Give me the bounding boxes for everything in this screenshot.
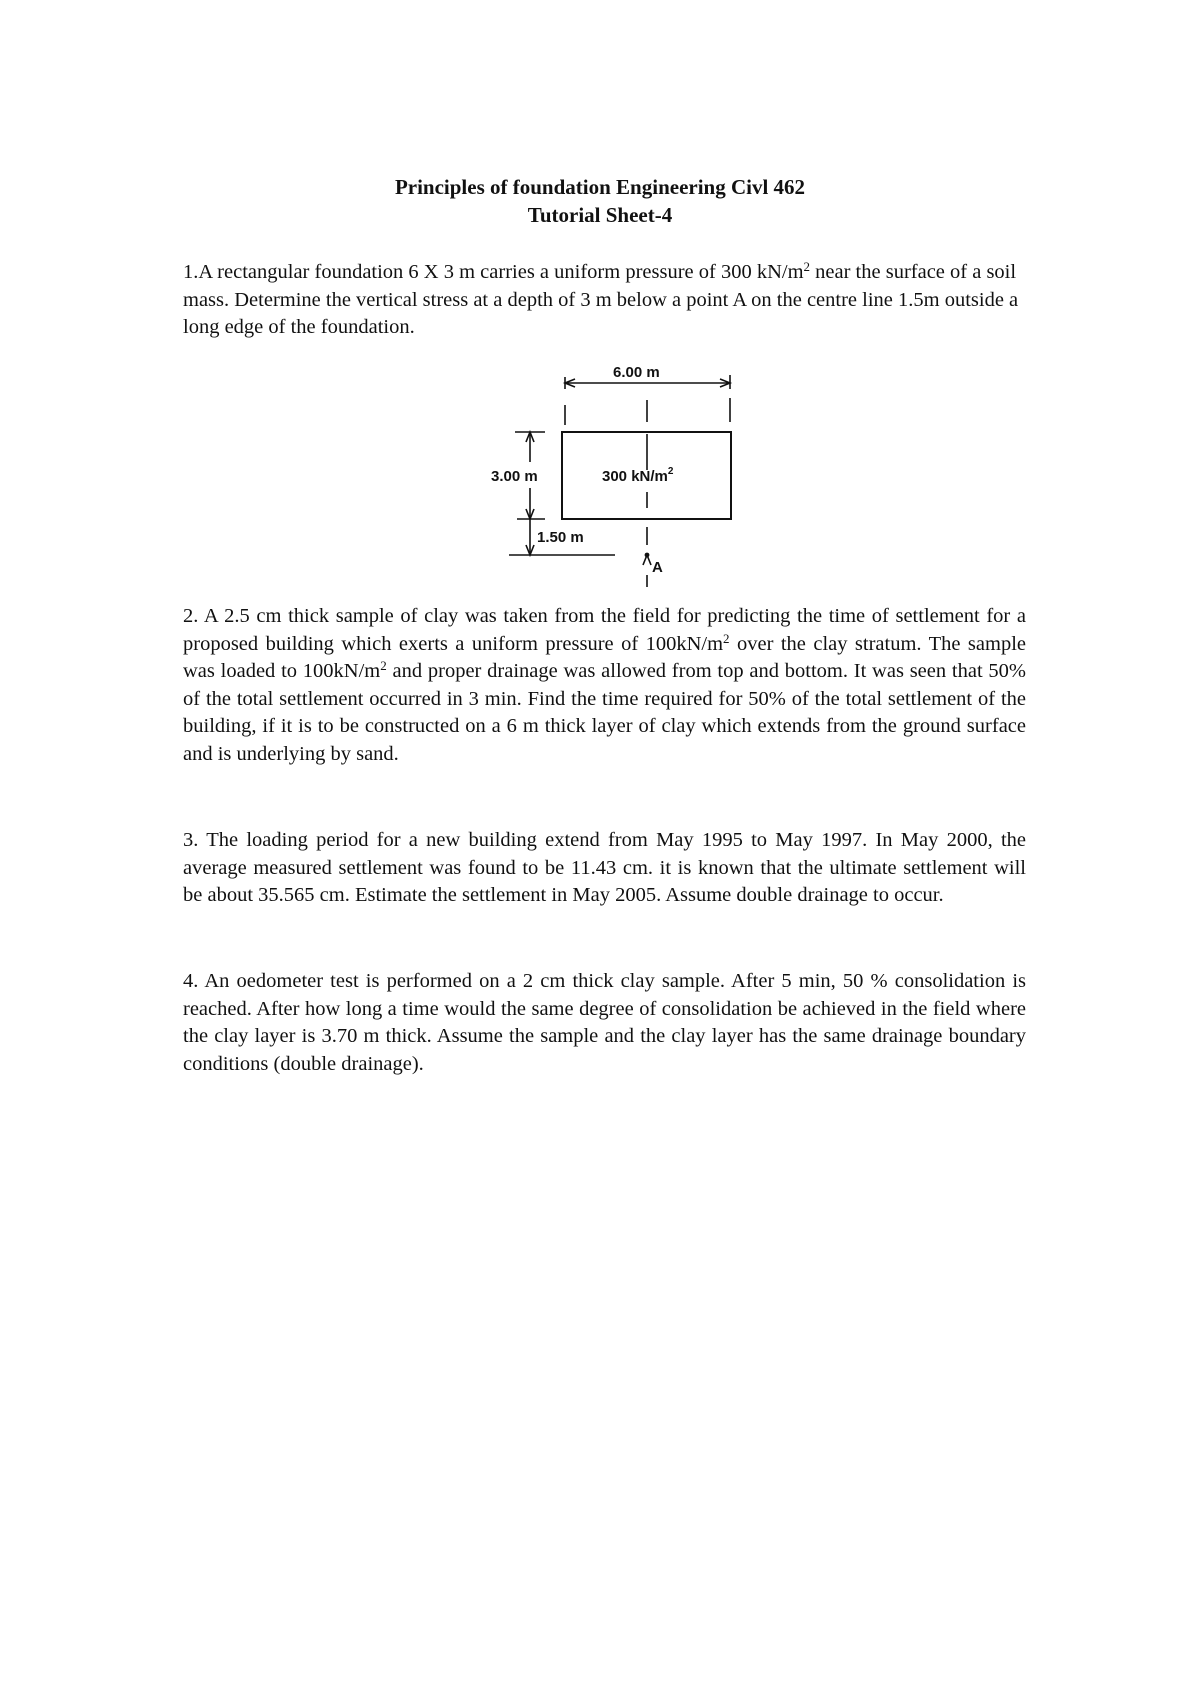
question-1-superscript: 2 xyxy=(803,258,811,274)
question-4 xyxy=(183,968,1026,1078)
pressure-label-superscript: 2 xyxy=(667,466,674,477)
offset-arrow-bottom xyxy=(526,545,534,555)
question-4-text: 4. An oedometer test is performed on a 2 cm thick clay sample. After 5 min, 50 % consolidation is reached. After how long a time would the same degree of consolidation be achieved in the field where the clay layer is 3.70 m thick. Assume the sample and the clay layer has the same drainage boundary conditions (double drainage). xyxy=(183,970,1026,1075)
point-a-label: A xyxy=(652,559,663,576)
pressure-label-text: 300 kN/m xyxy=(602,468,668,485)
question-3 xyxy=(183,827,1026,910)
question-2-superscript-1: 2 xyxy=(723,630,730,646)
pressure-label xyxy=(602,466,674,485)
question-2-text-b: over the clay stratum. The sample was loaded to 100kN/m xyxy=(183,632,1026,683)
width-arrow-left xyxy=(565,379,575,387)
question-2-text-c: and proper drainage was allowed from top and bottom. It was seen that 50% of the total settlement occurred in 3 min. Find the time required for 50% of the total settlement of the building, if it is to be constructed on a 6 m thick layer of clay which extends from the ground surface and is underlying by sand. xyxy=(183,660,1026,765)
height-arrow-top xyxy=(526,432,534,442)
question-2-superscript-2: 2 xyxy=(380,658,387,674)
document-subtitle: Tutorial Sheet-4 xyxy=(527,203,673,227)
question-2 xyxy=(183,603,1026,769)
question-1 xyxy=(183,259,1026,342)
document-title: Principles of foundation Engineering Civl 462 xyxy=(394,175,806,199)
question-1-text-a: 1.A rectangular foundation 6 X 3 m carries a uniform pressure of 300 kN/m xyxy=(183,261,804,283)
question-2-text-a: 2. A 2.5 cm thick sample of clay was taken from the field for predicting the time of settlement for a proposed building which exerts a uniform pressure of 100kN/m xyxy=(183,605,1026,655)
question-2-paragraph xyxy=(183,603,1026,769)
width-label: 6.00 m xyxy=(613,364,660,381)
offset-label: 1.50 m xyxy=(537,529,584,546)
question-1-text-b: near the surface of a soil mass. Determine the vertical stress at a depth of 3 m below a point A on the centre line 1.5m outside a long edge of the foundation. xyxy=(183,261,1019,339)
point-a-marker xyxy=(645,553,650,558)
foundation-rectangle xyxy=(562,432,731,519)
height-label: 3.00 m xyxy=(491,468,538,485)
question-3-text: 3. The loading period for a new building extend from May 1995 to May 1997. In May 2000, the average measured settlement was found to be 11.43 cm. it is known that the ultimate settlement will be about 35.565 cm. Estimate the settlement in May 2005. Assume double drainage to occur. xyxy=(183,829,1026,907)
point-a-arrow xyxy=(643,555,651,565)
height-arrow-bottom xyxy=(526,509,534,519)
width-arrow-right xyxy=(720,379,730,387)
